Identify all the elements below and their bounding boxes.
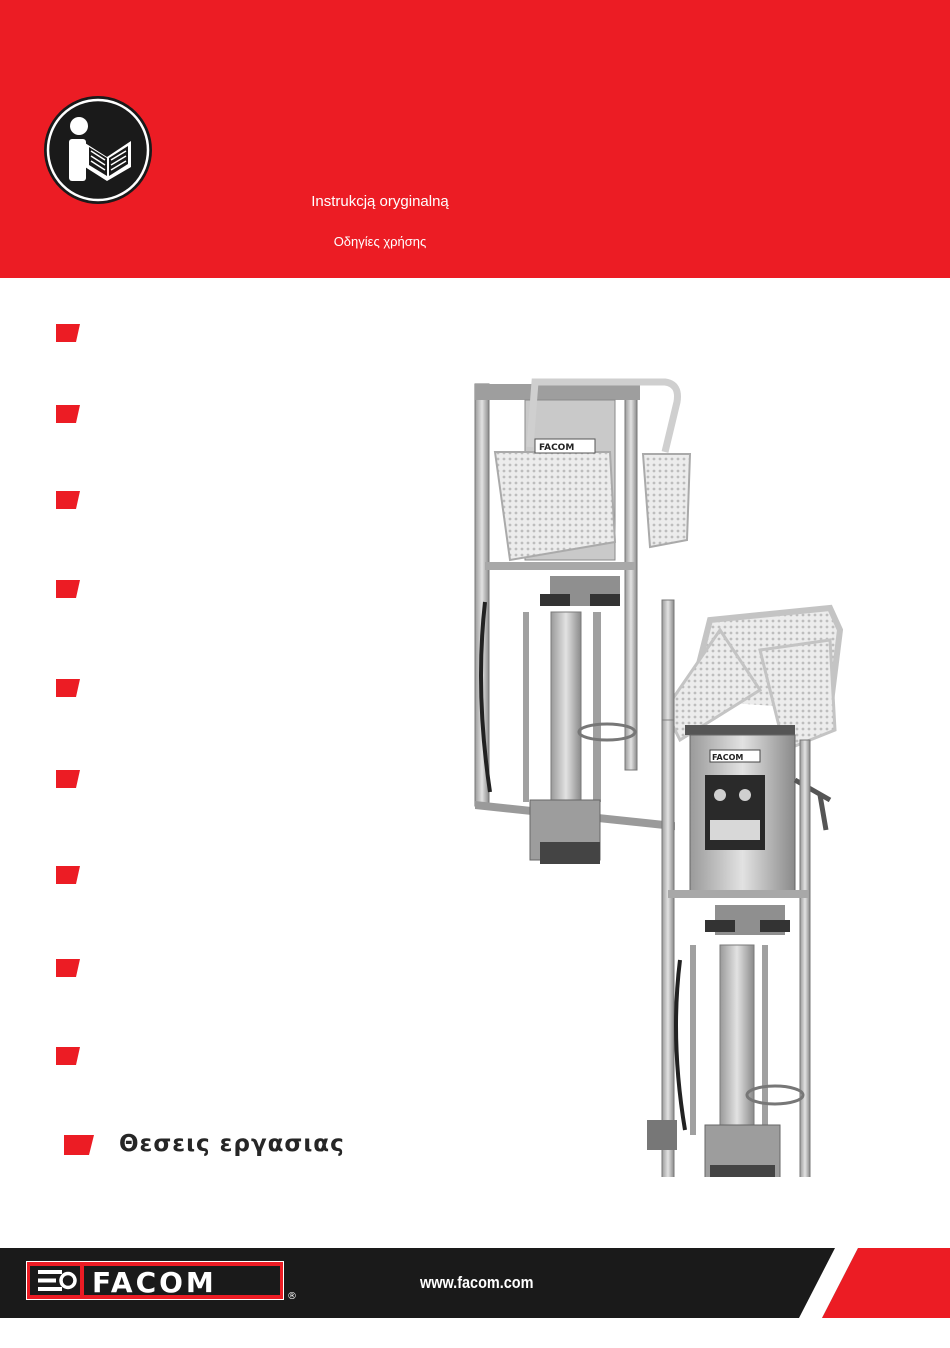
subtitle-user-guide: Οδηγίες χρήσης bbox=[333, 234, 427, 249]
bullet-marker-icon bbox=[56, 405, 80, 423]
product-photo bbox=[465, 372, 865, 1177]
header-band bbox=[0, 0, 950, 278]
bullet-marker-icon bbox=[64, 1135, 94, 1155]
bullet-marker-icon bbox=[56, 866, 80, 884]
website-link[interactable]: www.facom.com bbox=[420, 1273, 534, 1292]
bullet-marker-icon bbox=[56, 770, 80, 788]
bullet-marker-icon bbox=[56, 324, 80, 342]
section-title: Θεσεις εργασιας bbox=[119, 1131, 345, 1157]
bullet-marker-icon bbox=[56, 1047, 80, 1065]
subtitle-original-instructions: Instrukcją oryginalną bbox=[311, 193, 449, 210]
svg-text:FACOM: FACOM bbox=[712, 753, 744, 762]
bullet-marker-icon bbox=[56, 580, 80, 598]
bullet-marker-icon bbox=[56, 679, 80, 697]
facom-logo bbox=[26, 1261, 284, 1300]
svg-text:FACOM: FACOM bbox=[539, 443, 575, 453]
bullet-marker-icon bbox=[56, 959, 80, 977]
svg-text:FACOM: FACOM bbox=[92, 1266, 217, 1299]
bullet-marker-icon bbox=[56, 491, 80, 509]
read-manual-icon bbox=[43, 95, 153, 205]
registered-mark: ® bbox=[287, 1291, 297, 1302]
